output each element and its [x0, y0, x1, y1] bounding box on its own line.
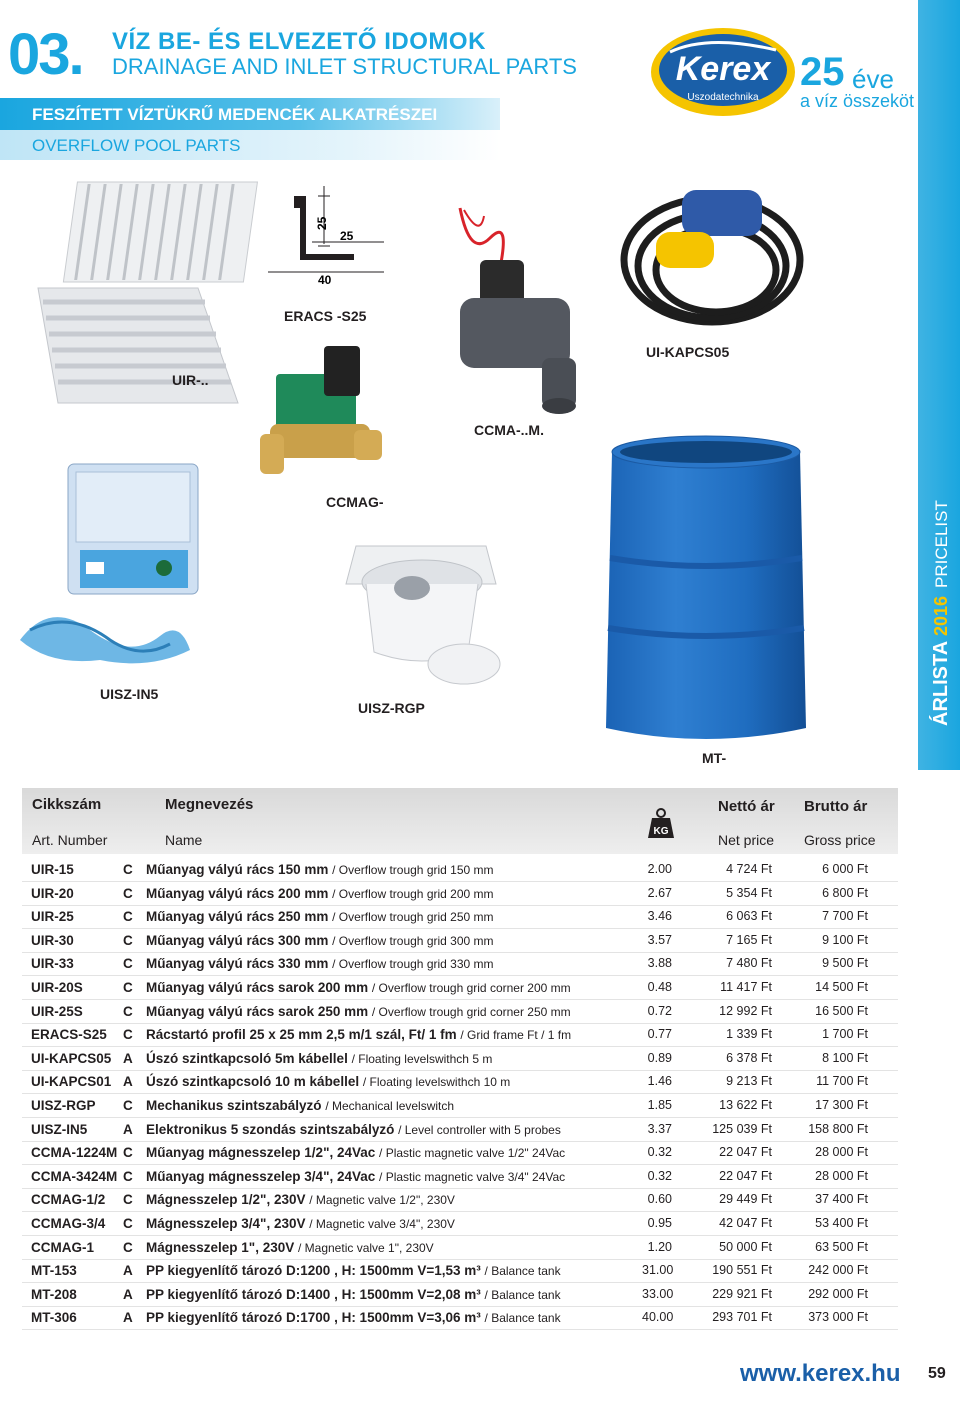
table-row	[22, 1001, 898, 1025]
header-name-hu: Megnevezés	[165, 796, 254, 813]
row-code: UIR-20S	[31, 980, 83, 995]
row-net-price: 50 000 Ft	[719, 1240, 772, 1254]
row-weight: 0.32	[647, 1169, 672, 1183]
row-name-en: / Plastic magnetic valve 1/2" 24Vac	[379, 1146, 566, 1160]
row-category: A	[123, 1287, 133, 1302]
row-net-price: 6 378 Ft	[726, 1051, 772, 1065]
row-category: A	[123, 1263, 133, 1278]
row-name-en: / Plastic magnetic valve 3/4" 24Vac	[379, 1170, 566, 1184]
row-weight: 0.48	[647, 980, 672, 994]
row-name	[146, 1145, 565, 1160]
logo-brand-sub: Uszodatechnika	[687, 92, 759, 103]
subtitle-hu: FESZÍTETT VÍZTÜKRŰ MEDENCÉK ALKATRÉSZEI	[32, 105, 438, 124]
row-net-price: 9 213 Ft	[726, 1074, 772, 1088]
row-name-hu: Mechanikus szintszabályzó	[146, 1098, 322, 1113]
table-row	[22, 859, 898, 883]
product-label-eracs: ERACS -S25	[284, 308, 367, 324]
logo-tagline: a víz összeköt	[800, 91, 915, 111]
table-row	[22, 1119, 898, 1143]
side-tab-word-en: PRICELIST	[932, 500, 951, 588]
row-name-hu: PP kiegyenlítő tározó D:1200 , H: 1500mm V=1,53 m³	[146, 1263, 481, 1278]
row-code: UIR-20	[31, 886, 74, 901]
table-row	[22, 930, 898, 954]
row-code: ERACS-S25	[31, 1027, 107, 1042]
product-label-ui-kapcs: UI-KAPCS05	[646, 344, 730, 360]
plastic-valve-image	[440, 198, 590, 418]
row-net-price: 229 921 Ft	[712, 1287, 772, 1301]
row-name	[146, 933, 494, 948]
row-weight: 3.88	[647, 956, 672, 970]
row-code: CCMAG-1	[31, 1240, 94, 1255]
header-code-hu: Cikkszám	[32, 796, 102, 813]
brass-valve-image	[258, 338, 388, 478]
row-weight: 0.77	[647, 1027, 672, 1041]
row-code: MT-153	[31, 1263, 77, 1278]
row-code: UI-KAPCS01	[31, 1074, 112, 1089]
row-name-hu: Úszó szintkapcsoló 10 m kábellel	[146, 1074, 360, 1089]
row-gross-price: 6 000 Ft	[822, 862, 868, 876]
product-label-uisz-in5: UISZ-IN5	[100, 686, 159, 702]
row-gross-price: 6 800 Ft	[822, 886, 868, 900]
kerex-logo	[648, 24, 798, 120]
row-name	[146, 1240, 434, 1255]
row-category: C	[123, 1004, 133, 1019]
row-gross-price: 28 000 Ft	[815, 1145, 868, 1159]
logo-years: 25	[800, 50, 845, 94]
row-weight: 0.32	[647, 1145, 672, 1159]
overflow-grid-image	[28, 178, 248, 410]
row-category: C	[123, 1192, 133, 1207]
product-label-mt: MT-	[702, 750, 727, 766]
row-weight: 3.37	[647, 1122, 672, 1136]
row-category: C	[123, 1098, 133, 1113]
row-gross-price: 158 800 Ft	[808, 1122, 868, 1136]
row-name-hu: Műanyag vályú rács sarok 200 mm	[146, 980, 369, 995]
table-row	[22, 1166, 898, 1190]
table-row	[22, 977, 898, 1001]
table-row	[22, 1189, 898, 1213]
product-label-uisz-rgp: UISZ-RGP	[358, 700, 425, 716]
row-category: A	[123, 1051, 133, 1066]
product-label-uir: UIR-..	[172, 372, 209, 388]
row-category: C	[123, 1216, 133, 1231]
row-net-price: 7 480 Ft	[726, 956, 772, 970]
eracs-dim-width: 40	[318, 273, 332, 287]
row-name-en: / Balance tank	[484, 1288, 561, 1302]
row-weight: 40.00	[642, 1310, 674, 1324]
row-name-hu: Elektronikus 5 szondás szintszabályzó	[146, 1122, 395, 1137]
row-weight: 1.46	[647, 1074, 672, 1088]
row-name-en: / Floating levelswithch 5 m	[351, 1052, 493, 1066]
subtitle-en: OVERFLOW POOL PARTS	[32, 136, 241, 155]
row-code: MT-306	[31, 1310, 77, 1325]
section-number: 03.	[8, 22, 83, 87]
eracs-profile-diagram	[264, 186, 390, 286]
table-row	[22, 1095, 898, 1119]
table-row	[22, 1284, 898, 1308]
row-gross-price: 7 700 Ft	[822, 909, 868, 923]
row-name	[146, 1263, 561, 1278]
row-net-price: 293 701 Ft	[712, 1310, 772, 1324]
row-gross-price: 63 500 Ft	[815, 1240, 868, 1254]
mechanical-levelswitch-image	[336, 540, 506, 690]
row-name	[146, 909, 494, 924]
row-name	[146, 1169, 565, 1184]
row-name-hu: Mágnesszelep 1/2", 230V	[146, 1192, 306, 1207]
header-net-en: Net price	[718, 832, 775, 848]
row-gross-price: 1 700 Ft	[822, 1027, 868, 1041]
row-name-hu: Műanyag vályú rács sarok 250 mm	[146, 1004, 369, 1019]
row-code: CCMAG-3/4	[31, 1216, 106, 1231]
row-net-price: 29 449 Ft	[719, 1192, 772, 1206]
row-name	[146, 1216, 455, 1231]
side-tab-year: 2016	[931, 595, 951, 636]
row-category: C	[123, 933, 133, 948]
row-code: MT-208	[31, 1287, 77, 1302]
row-name-en: / Magnetic valve 3/4", 230V	[309, 1217, 455, 1231]
row-code: UISZ-IN5	[31, 1122, 88, 1137]
row-name-hu: Műanyag mágnesszelep 3/4", 24Vac	[146, 1169, 376, 1184]
row-net-price: 1 339 Ft	[726, 1027, 772, 1041]
row-net-price: 12 992 Ft	[719, 1004, 772, 1018]
row-weight: 0.60	[647, 1192, 672, 1206]
row-weight: 31.00	[642, 1263, 674, 1277]
row-category: C	[123, 1145, 133, 1160]
kg-icon-label: KG	[653, 826, 669, 837]
row-gross-price: 14 500 Ft	[815, 980, 868, 994]
row-code: CCMA-1224M	[31, 1145, 118, 1160]
row-net-price: 13 622 Ft	[719, 1098, 772, 1112]
row-net-price: 42 047 Ft	[719, 1216, 772, 1230]
table-row	[22, 906, 898, 930]
row-net-price: 22 047 Ft	[719, 1169, 772, 1183]
row-name-en: / Level controller with 5 probes	[398, 1123, 561, 1137]
header-gross-en: Gross price	[804, 832, 876, 848]
row-name	[146, 1051, 492, 1066]
row-name-hu: Műanyag mágnesszelep 1/2", 24Vac	[146, 1145, 376, 1160]
row-weight: 0.95	[647, 1216, 672, 1230]
row-net-price: 4 724 Ft	[726, 862, 772, 876]
row-category: C	[123, 1169, 133, 1184]
logo-brand: Kerex	[675, 50, 771, 88]
row-code: UIR-15	[31, 862, 74, 877]
table-row	[22, 883, 898, 907]
row-gross-price: 242 000 Ft	[808, 1263, 868, 1277]
eracs-dim-horizontal: 25	[340, 229, 354, 243]
row-name	[146, 1192, 455, 1207]
row-category: C	[123, 886, 133, 901]
row-name-en: / Mechanical levelswitch	[325, 1099, 455, 1113]
table-row	[22, 953, 898, 977]
row-name-en: / Overflow trough grid 330 mm	[332, 957, 494, 971]
row-net-price: 125 039 Ft	[712, 1122, 772, 1136]
row-name-hu: PP kiegyenlítő tározó D:1700 , H: 1500mm V=3,06 m³	[146, 1310, 481, 1325]
row-name-en: / Overflow trough grid 300 mm	[332, 934, 494, 948]
table-row	[22, 1024, 898, 1048]
row-name	[146, 1027, 571, 1042]
level-controller-image	[10, 460, 210, 680]
row-weight: 33.00	[642, 1287, 674, 1301]
row-code: UIR-30	[31, 933, 74, 948]
row-code: CCMAG-1/2	[31, 1192, 106, 1207]
row-gross-price: 17 300 Ft	[815, 1098, 868, 1112]
row-name	[146, 1310, 561, 1325]
side-tab-word-hu: ÁRLISTA	[930, 640, 952, 726]
row-code: UIR-33	[31, 956, 74, 971]
row-name	[146, 956, 494, 971]
row-category: C	[123, 1027, 133, 1042]
row-category: C	[123, 862, 133, 877]
float-switch-image	[612, 170, 812, 340]
row-gross-price: 37 400 Ft	[815, 1192, 868, 1206]
row-name-en: / Overflow trough grid 150 mm	[332, 863, 494, 877]
row-name-hu: Műanyag vályú rács 150 mm	[146, 862, 329, 877]
weight-kg-icon	[648, 808, 674, 838]
footer-website-link[interactable]: www.kerex.hu	[740, 1360, 901, 1387]
row-gross-price: 8 100 Ft	[822, 1051, 868, 1065]
row-net-price: 7 165 Ft	[726, 933, 772, 947]
row-weight: 3.46	[647, 909, 672, 923]
row-name	[146, 886, 494, 901]
row-name-hu: Mágnesszelep 3/4", 230V	[146, 1216, 306, 1231]
row-weight: 3.57	[647, 933, 672, 947]
row-name	[146, 1074, 510, 1089]
table-row	[22, 1071, 898, 1095]
row-name-hu: Mágnesszelep 1", 230V	[146, 1240, 295, 1255]
table-row	[22, 1307, 898, 1331]
row-gross-price: 28 000 Ft	[815, 1169, 868, 1183]
row-name-en: / Floating levelswithch 10 m	[362, 1075, 511, 1089]
header-gross-hu: Brutto ár	[804, 798, 868, 815]
page-title-hu: VÍZ BE- ÉS ELVEZETŐ IDOMOK	[112, 28, 486, 55]
table-row	[22, 1260, 898, 1284]
row-category: A	[123, 1074, 133, 1089]
page-title-en: DRAINAGE AND INLET STRUCTURAL PARTS	[112, 54, 577, 79]
row-code: CCMA-3424M	[31, 1169, 118, 1184]
row-net-price: 6 063 Ft	[726, 909, 772, 923]
table-row	[22, 1213, 898, 1237]
row-name	[146, 1004, 571, 1019]
row-weight: 1.85	[647, 1098, 672, 1112]
subtitle-band-en	[0, 130, 500, 160]
row-name	[146, 1098, 454, 1113]
header-net-hu: Nettó ár	[718, 798, 775, 815]
row-category: C	[123, 956, 133, 971]
row-name-en: / Balance tank	[484, 1264, 561, 1278]
row-name-hu: Rácstartó profil 25 x 25 mm 2,5 m/1 szál, Ft/ 1 fm	[146, 1027, 457, 1042]
row-name-en: / Overflow trough grid 250 mm	[332, 910, 494, 924]
row-gross-price: 9 500 Ft	[822, 956, 868, 970]
row-weight: 1.20	[647, 1240, 672, 1254]
row-net-price: 190 551 Ft	[712, 1263, 772, 1277]
row-name-hu: PP kiegyenlítő tározó D:1400 , H: 1500mm V=2,08 m³	[146, 1287, 481, 1302]
row-weight: 0.89	[647, 1051, 672, 1065]
product-label-ccma: CCMA-..M.	[474, 422, 544, 438]
row-name-en: / Grid frame Ft / 1 fm	[460, 1028, 572, 1042]
row-category: A	[123, 1310, 133, 1325]
row-category: C	[123, 980, 133, 995]
row-code: UI-KAPCS05	[31, 1051, 112, 1066]
row-gross-price: 53 400 Ft	[815, 1216, 868, 1230]
row-gross-price: 292 000 Ft	[808, 1287, 868, 1301]
row-name-en: / Overflow trough grid corner 200 mm	[371, 981, 571, 995]
row-name	[146, 1122, 561, 1137]
page-number: 59	[928, 1365, 946, 1382]
row-category: C	[123, 1240, 133, 1255]
row-name-en: / Magnetic valve 1", 230V	[298, 1241, 434, 1255]
subtitle-band-hu	[0, 98, 500, 130]
row-name-en: / Magnetic valve 1/2", 230V	[309, 1193, 455, 1207]
row-gross-price: 373 000 Ft	[808, 1310, 868, 1324]
row-name-en: / Overflow trough grid 200 mm	[332, 887, 494, 901]
row-net-price: 11 417 Ft	[720, 980, 772, 994]
row-gross-price: 9 100 Ft	[822, 933, 868, 947]
row-name-hu: Műanyag vályú rács 300 mm	[146, 933, 329, 948]
balance-tank-image	[598, 428, 814, 748]
logo-years-word: éve	[852, 64, 894, 94]
row-code: UIR-25S	[31, 1004, 83, 1019]
row-name-hu: Műanyag vályú rács 330 mm	[146, 956, 329, 971]
side-tab-label	[918, 500, 960, 755]
table-row	[22, 1048, 898, 1072]
row-name	[146, 980, 571, 995]
table-row	[22, 1237, 898, 1261]
row-name-en: / Balance tank	[484, 1311, 561, 1325]
row-weight: 0.72	[647, 1004, 672, 1018]
header-name-en: Name	[165, 832, 203, 848]
row-category: C	[123, 909, 133, 924]
table-row	[22, 1142, 898, 1166]
row-category: A	[123, 1122, 133, 1137]
eracs-dim-vertical: 25	[315, 216, 329, 230]
row-name-hu: Úszó szintkapcsoló 5m kábellel	[146, 1051, 348, 1066]
row-name-hu: Műanyag vályú rács 250 mm	[146, 909, 329, 924]
product-label-ccmag: CCMAG-	[326, 494, 384, 510]
header-code-en: Art. Number	[32, 832, 108, 848]
row-code: UISZ-RGP	[31, 1098, 96, 1113]
row-gross-price: 11 700 Ft	[816, 1074, 868, 1088]
row-weight: 2.00	[647, 862, 672, 876]
row-gross-price: 16 500 Ft	[815, 1004, 868, 1018]
row-name	[146, 1287, 561, 1302]
row-name	[146, 862, 494, 877]
row-weight: 2.67	[647, 886, 672, 900]
row-net-price: 22 047 Ft	[719, 1145, 772, 1159]
row-net-price: 5 354 Ft	[726, 886, 772, 900]
row-name-hu: Műanyag vályú rács 200 mm	[146, 886, 329, 901]
row-code: UIR-25	[31, 909, 74, 924]
row-name-en: / Overflow trough grid corner 250 mm	[371, 1005, 571, 1019]
